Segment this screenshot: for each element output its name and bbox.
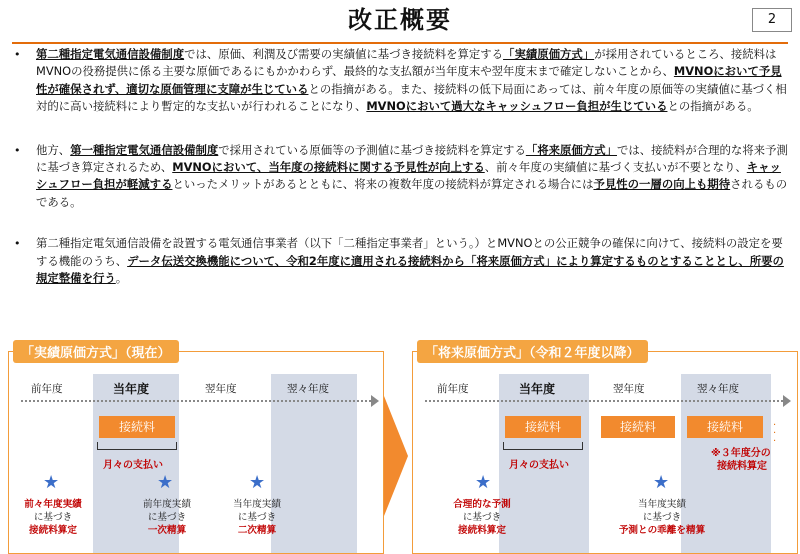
body-text: で採用されている原価等の予測値に基づき接続料を算定する <box>218 142 526 157</box>
step-caption <box>603 498 721 537</box>
timeline <box>21 400 371 402</box>
body-text: といったメリットがあるとともに、将来の複数年度の接続料が算定される場合には <box>172 177 594 192</box>
year-label: 翌々年度 <box>697 383 739 395</box>
caption-line: 当年度実績 <box>638 499 686 510</box>
fee-box: 接続料 <box>99 416 175 438</box>
caption-line: に基づき <box>147 512 187 523</box>
emphasis-text: 「将来原価方式」 <box>525 142 617 157</box>
fee-box: 接続料 <box>505 416 581 438</box>
page-number: 2 <box>752 8 792 32</box>
body-text: との指摘がある。 <box>667 99 759 114</box>
star-icon: ★ <box>43 472 60 493</box>
monthly-payment-label: 月々の支払い <box>509 460 569 471</box>
emphasis-text: キャッシュフロー負担が軽減する <box>36 160 781 192</box>
caption-line: に基づき <box>642 512 682 523</box>
year-label: 前年度 <box>437 383 469 395</box>
timeline <box>425 400 783 402</box>
bullet-text <box>36 236 784 285</box>
caption-line: 接続料算定 <box>29 525 77 536</box>
step-caption <box>217 498 297 537</box>
fee-box: 接続料 <box>687 416 763 438</box>
caption-line: 予測との乖離を精算 <box>618 525 706 536</box>
continuation-dots: · · · <box>773 420 777 447</box>
note-line: 接続料算定 <box>717 461 767 472</box>
caption-line: 接続料算定 <box>458 525 506 536</box>
current-method-panel <box>8 346 384 554</box>
body-text: 。 <box>115 271 128 286</box>
timeline-arrowhead <box>783 395 791 407</box>
caption-line: 当年度実績 <box>233 499 281 510</box>
step-caption <box>9 498 97 537</box>
monthly-payment-label: 月々の支払い <box>103 460 163 471</box>
emphasis-text: データ伝送交換機能について、令和2年度に適用される接続料から「将来原価方式」により算定するものとすることとし、所要の規定整備を行う <box>36 253 784 286</box>
bullet-text <box>36 47 787 113</box>
bullet-dot: • <box>14 143 21 157</box>
bullet-item <box>10 142 790 212</box>
caption-line: 前々年度実績 <box>24 499 82 510</box>
bullet-dot: • <box>14 48 21 61</box>
bullet-item <box>10 46 790 116</box>
title-divider <box>12 42 788 44</box>
bullet-list <box>10 46 790 313</box>
fee-box: 接続料 <box>601 416 675 438</box>
body-text: されるものである。 <box>36 177 788 209</box>
year-label-current: 当年度 <box>519 382 556 396</box>
caption-line: 合理的な予測 <box>453 499 511 510</box>
bullet-text <box>36 143 788 209</box>
star-icon: ★ <box>157 472 174 493</box>
caption-line: に基づき <box>462 512 502 523</box>
body-text: では、接続料が合理的な将来予測に基づき算定されるため、 <box>36 142 788 175</box>
body-text: 第二種指定電気通信設備を設置する電気通信事業者（以下「二種指定事業者」という。）とMVNOとの公正競争の確保に向けて、接続料の設定を要する機能のうち、 <box>36 236 783 268</box>
step-caption <box>433 498 531 537</box>
year-label-current: 当年度 <box>113 382 150 396</box>
body-text: では、原価、利潤及び需要の実績値に基づき接続料を算定する <box>184 47 504 61</box>
panel-tag: 「実績原価方式」（現在） <box>13 340 179 363</box>
caption-line: に基づき <box>33 512 73 523</box>
page-title: 改正概要 <box>348 6 452 34</box>
caption-line: 前年度実績 <box>143 499 191 510</box>
caption-line: に基づき <box>237 512 277 523</box>
star-icon: ★ <box>653 472 670 493</box>
step-caption <box>127 498 207 537</box>
note-line: ※３年度分の <box>711 448 771 459</box>
year-label: 翌々年度 <box>287 383 329 395</box>
body-text: 、前々年度の実績値に基づく支払いが不要となり、 <box>484 160 747 175</box>
future-method-panel <box>412 346 798 554</box>
caption-line: 一次精算 <box>147 525 187 536</box>
bullet-item <box>10 235 790 287</box>
emphasis-text: 第二種指定電気通信設備制度 <box>36 47 185 61</box>
emphasis-text: MVNOにおいて過大なキャッシュフロー負担が生じている <box>366 99 668 114</box>
emphasis-text: MVNOにおいて予見性が確保されず、適切な原価管理に支障が生じている <box>36 64 782 96</box>
brace <box>97 442 177 450</box>
emphasis-text: 予見性の一層の向上も期待 <box>593 177 731 192</box>
emphasis-text: MVNOにおいて、当年度の接続料に関する予見性が向上する <box>172 160 485 175</box>
body-text: 他方、 <box>36 142 71 157</box>
timeline-arrowhead <box>371 395 379 407</box>
year-label: 前年度 <box>31 383 63 395</box>
emphasis-text: 第一種指定電気通信設備制度 <box>70 142 219 157</box>
body-text: が採用されているところ、接続料はMVNOの役務提供に係る主要な原価であるにもかかわらず、最終的な支払額が当年度末や翌年度末まで確定しないことから、 <box>36 47 777 79</box>
star-icon: ★ <box>475 472 492 493</box>
brace <box>503 442 583 450</box>
star-icon: ★ <box>249 472 266 493</box>
caption-line: 二次精算 <box>237 525 277 536</box>
transition-arrow-icon <box>384 396 408 516</box>
emphasis-text: 「実績原価方式」 <box>503 47 595 61</box>
year-label: 翌年度 <box>613 383 645 395</box>
year-label: 翌年度 <box>205 383 237 395</box>
panel-tag: 「将来原価方式」（令和２年度以降） <box>417 340 648 363</box>
bullet-dot: • <box>14 237 21 251</box>
body-text: との指摘がある。また、接続料の低下局面にあっては、前々年度の原価等の実績値に基づく相対的に高い接続料により暫定的な支払いが行われることになり、 <box>36 81 787 114</box>
